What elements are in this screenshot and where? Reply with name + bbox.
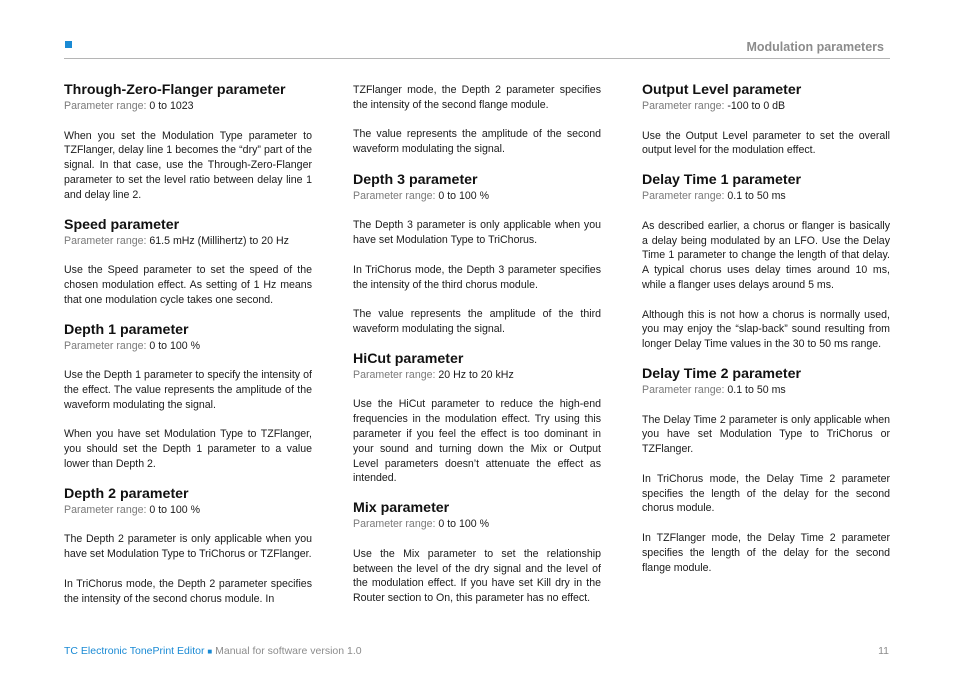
parameter-section — [64, 486, 312, 607]
parameter-range-value: 0.1 to 50 ms — [727, 383, 786, 396]
paragraph: In TZFlanger mode, the Delay Time 2 parameter specifies the length of the delay for the second flange module. — [642, 531, 890, 574]
parameter-section — [642, 172, 890, 352]
parameter-section — [353, 172, 601, 337]
parameter-section — [353, 500, 601, 606]
paragraph: The Delay Time 2 parameter is only applicable when you have set Modulation Type to TriChorus or TZFlanger. — [642, 413, 890, 456]
paragraph: In TriChorus mode, the Delay Time 2 parameter specifies the length of the delay for the second chorus module. — [642, 472, 890, 515]
footer — [64, 645, 362, 657]
column-1 — [64, 82, 312, 620]
paragraph: The Depth 2 parameter is only applicable when you have set Modulation Type to TriChorus or TZFlanger. — [64, 533, 312, 561]
paragraph: Use the HiCut parameter to reduce the high-end frequencies in the modulation effect. Try using this parameter if you feel the effect is too dominant in your sound and turning down the Mix or Output Level parameters doesn’t attenuate the effect as intended. — [353, 398, 601, 485]
parameter-range-label: Parameter range: — [642, 100, 728, 112]
parameter-range-value: 0 to 100 % — [438, 189, 490, 202]
paragraph: In TriChorus mode, the Depth 2 parameter specifies the intensity of the second chorus module. In — [64, 577, 312, 605]
parameter-range-value: 61.5 mHz (Millihertz) to 20 Hz — [149, 234, 289, 247]
parameter-heading: Depth 2 parameter — [64, 485, 189, 502]
parameter-range-value: 0 to 100 % — [149, 503, 201, 516]
parameter-range — [64, 339, 312, 354]
parameter-heading: HiCut parameter — [353, 350, 464, 367]
parameter-range — [642, 383, 890, 398]
parameter-range-value: 20 Hz to 20 kHz — [438, 368, 514, 381]
paragraph: When you have set Modulation Type to TZFlanger, you should set the Depth 1 parameter to a value lower than Depth 2. — [64, 428, 312, 470]
parameter-range-label: Parameter range: — [64, 503, 150, 516]
parameter-range-value: -100 to 0 dB — [727, 100, 786, 112]
parameter-section — [64, 82, 312, 203]
parameter-range-label: Parameter range: — [353, 368, 439, 381]
parameter-range — [64, 99, 312, 114]
paragraph: Use the Output Level parameter to set the overall output level for the modulation effect. — [642, 129, 890, 157]
parameter-section — [64, 217, 312, 308]
parameter-range-value: 0 to 1023 — [149, 100, 194, 112]
parameter-range — [353, 517, 601, 532]
footer-brand-link[interactable]: TC Electronic TonePrint Editor — [64, 645, 205, 657]
parameter-range-label: Parameter range: — [64, 234, 150, 247]
parameter-range-value: 0 to 100 % — [438, 518, 490, 531]
parameter-section — [642, 82, 890, 158]
parameter-range — [64, 234, 312, 249]
parameter-heading: Speed parameter — [64, 216, 180, 233]
parameter-heading: Delay Time 2 parameter — [642, 365, 802, 382]
paragraph: Use the Depth 1 parameter to specify the intensity of the effect. The value represents the amplitude of the waveform modulating the signal. — [64, 369, 312, 411]
parameter-heading: Depth 1 parameter — [64, 321, 189, 338]
continued-text — [353, 83, 601, 157]
paragraph: In TriChorus mode, the Depth 3 parameter specifies the intensity of the third chorus module. — [353, 263, 601, 291]
paragraph: When you set the Modulation Type parameter to TZFlanger, delay line 1 becomes the “dry” part of the signal. In that case, use the Through-Zero-Flanger parameter to set the level ratio between delay line 1 and delay line 2. — [64, 129, 312, 201]
paragraph: Although this is not how a chorus is normally used, you may enjoy the “slap-back” sound resulting from longer Delay Time values in the 30 to 50 ms range. — [642, 308, 890, 351]
parameter-range-label: Parameter range: — [64, 339, 150, 352]
header-divider — [64, 58, 890, 59]
section-header-title: Modulation parameters — [746, 40, 884, 54]
footer-separator: ■ — [207, 647, 213, 656]
parameter-heading: Mix parameter — [353, 500, 450, 517]
paragraph: Use the Mix parameter to set the relationship between the level of the dry signal and the level of the modulation effect. If you have set Kill dry in the Router section to On, this parameter has no effect. — [353, 547, 601, 605]
parameter-range — [353, 368, 601, 383]
parameter-range — [64, 503, 312, 518]
footer-text: Manual for software version 1.0 — [212, 645, 362, 657]
parameter-range-label: Parameter range: — [353, 189, 439, 202]
paragraph: The value represents the amplitude of the second waveform modulating the signal. — [353, 128, 601, 156]
paragraph: The value represents the amplitude of the third waveform modulating the signal. — [353, 308, 601, 335]
column-3 — [642, 82, 890, 589]
parameter-heading: Output Level parameter — [642, 82, 802, 98]
page-number: 11 — [878, 645, 889, 657]
column-2 — [353, 83, 601, 620]
parameter-range-value: 0 to 100 % — [149, 339, 201, 352]
header-marker — [65, 41, 72, 48]
parameter-range — [353, 189, 601, 204]
parameter-section — [642, 366, 890, 575]
parameter-heading: Through-Zero-Flanger parameter — [64, 82, 286, 98]
parameter-range — [642, 99, 890, 114]
parameter-section — [64, 322, 312, 472]
parameter-range-label: Parameter range: — [642, 383, 728, 396]
paragraph: The Depth 3 parameter is only applicable when you have set Modulation Type to TriChorus. — [353, 219, 601, 247]
parameter-range — [642, 189, 890, 204]
paragraph: TZFlanger mode, the Depth 2 parameter specifies the intensity of the second flange module. — [353, 84, 601, 111]
parameter-heading: Delay Time 1 parameter — [642, 172, 802, 189]
parameter-range-label: Parameter range: — [64, 100, 150, 112]
parameter-range-value: 0.1 to 50 ms — [727, 190, 786, 203]
parameter-section — [353, 351, 601, 486]
paragraph: As described earlier, a chorus or flanger is basically a delay being modulated by an LFO. Use the Delay Time 1 parameter to change the length of that delay. A typical chorus uses delay times around 10 ms, while a flanger uses delays around 5 ms. — [642, 219, 890, 291]
paragraph: Use the Speed parameter to set the speed of the chosen modulation effect. As setting of 1 Hz means that one modulation cycle takes one second. — [64, 264, 312, 306]
parameter-range-label: Parameter range: — [642, 190, 728, 203]
parameter-heading: Depth 3 parameter — [353, 171, 478, 188]
column-2-sections — [353, 172, 601, 606]
parameter-range-label: Parameter range: — [353, 518, 439, 531]
